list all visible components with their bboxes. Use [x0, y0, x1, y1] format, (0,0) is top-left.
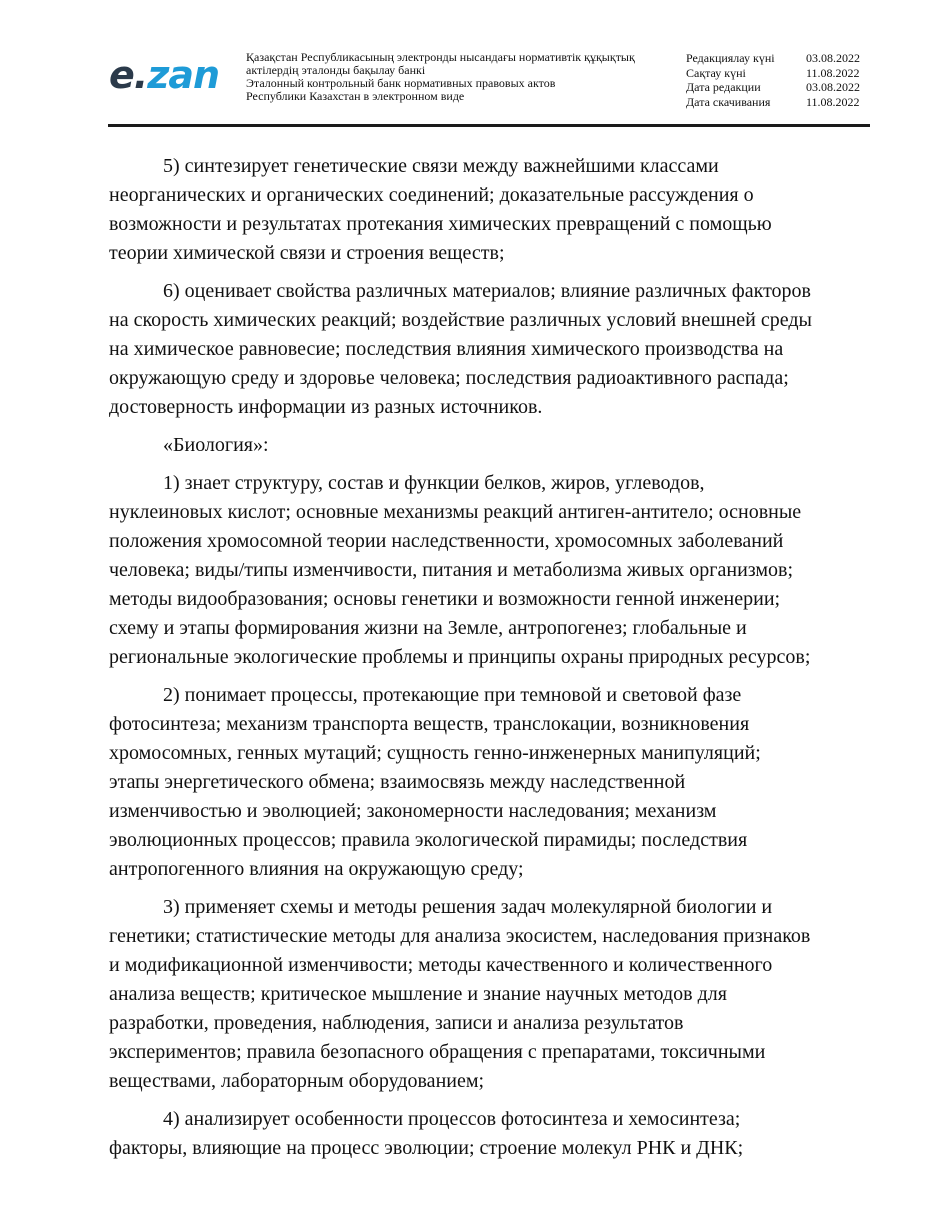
date-value: 03.08.2022 — [806, 51, 860, 65]
description-line: Қазақстан Республикасының электронды нысандағы нормативтік құқықтық — [246, 50, 635, 64]
body-paragraph — [109, 681, 869, 884]
paragraph-line: региональные экологические проблемы и принципы охраны природных ресурсов; — [109, 646, 811, 668]
paragraph-line: неорганических и органических соединений; доказательные рассуждения о — [109, 184, 754, 206]
logo-e: e — [109, 53, 134, 97]
paragraph-line: 5) синтезирует генетические связи между важнейшими классами — [163, 155, 719, 177]
paragraph-line: 2) понимает процессы, протекающие при темновой и световой фазе — [163, 684, 742, 706]
paragraph-line: достоверность информации из разных источников. — [109, 396, 543, 418]
body-paragraph — [109, 469, 869, 672]
paragraph-line: нуклеиновых кислот; основные механизмы реакций антиген-антитело; основные — [109, 501, 802, 523]
paragraph-line: возможности и результатах протекания химических превращений с помощью — [109, 213, 772, 235]
body-paragraph — [109, 431, 869, 460]
header-description — [246, 51, 666, 103]
header-dates — [686, 51, 866, 109]
paragraph-line: 6) оценивает свойства различных материалов; влияние различных факторов — [163, 280, 811, 302]
paragraph-line: положения хромосомной теории наследственности, хромосомных заболеваний — [109, 530, 784, 552]
description-line: Эталонный контрольный банк нормативных правовых актов — [246, 76, 556, 90]
paragraph-line: методы видообразования; основы генетики и возможности генной инженерии; — [109, 588, 781, 610]
description-line: актілердің эталонды бақылау банкі — [246, 63, 426, 77]
body-paragraph — [109, 1105, 869, 1163]
paragraph-line: окружающую среду и здоровье человека; последствия радиоактивного распада; — [109, 367, 789, 389]
body-paragraph — [109, 277, 869, 422]
paragraph-line: 4) анализирует особенности процессов фотосинтеза и хемосинтеза; — [163, 1108, 741, 1130]
paragraph-line: 1) знает структуру, состав и функции белков, жиров, углеводов, — [163, 472, 705, 494]
paragraph-line: хромосомных, генных мутаций; сущность генно-инженерных манипуляций; — [109, 742, 761, 764]
date-label: Сақтау күні — [686, 65, 746, 80]
document-body — [109, 152, 869, 1172]
date-row-edit-kz — [686, 51, 866, 66]
paragraph-line: схему и этапы формирования жизни на Земле, антропогенез; глобальные и — [109, 617, 747, 639]
paragraph-line: и модификационной изменчивости; методы качественного и количественного — [109, 954, 773, 976]
paragraph-line: факторы, влияющие на процесс эволюции; строение молекул РНК и ДНК; — [109, 1137, 744, 1159]
logo-zan: zan — [147, 53, 220, 97]
paragraph-line: «Биология»: — [163, 434, 269, 456]
paragraph-line: анализа веществ; критическое мышление и знание научных методов для — [109, 983, 727, 1005]
paragraph-line: 3) применяет схемы и методы решения задач молекулярной биологии и — [163, 896, 773, 918]
body-paragraph — [109, 152, 869, 268]
date-row-save-kz — [686, 66, 866, 81]
date-row-edit-ru — [686, 80, 866, 95]
paragraph-line: на химическое равновесие; последствия влияния химического производства на — [109, 338, 784, 360]
paragraph-line: генетики; статистические методы для анализа экосистем, наследования признаков — [109, 925, 811, 947]
paragraph-line: веществами, лабораторным оборудованием; — [109, 1070, 485, 1092]
date-label: Дата скачивания — [686, 94, 771, 109]
date-value: 11.08.2022 — [806, 94, 860, 109]
paragraph-line: разработки, проведения, наблюдения, записи и анализа результатов — [109, 1012, 684, 1034]
paragraph-line: фотосинтеза; механизм транспорта веществ, транслокации, возникновения — [109, 713, 750, 735]
paragraph-line: экспериментов; правила безопасного обращения с препаратами, токсичными — [109, 1041, 766, 1063]
paragraph-line: изменчивостью и эволюцией; закономерности наследования; механизм — [109, 800, 717, 822]
date-row-download-ru — [686, 95, 866, 110]
logo-dot: . — [133, 53, 148, 97]
date-value: 03.08.2022 — [806, 80, 860, 94]
header-divider — [108, 124, 870, 127]
paragraph-line: этапы энергетического обмена; взаимосвязь между наследственной — [109, 771, 686, 793]
document-header — [0, 0, 935, 130]
paragraph-line: на скорость химических реакций; воздействие различных условий внешней среды — [109, 309, 812, 331]
description-line: Республики Казахстан в электронном виде — [246, 89, 465, 103]
ezan-logo[interactable] — [109, 52, 219, 98]
paragraph-line: теории химической связи и строения веществ; — [109, 242, 505, 264]
date-label: Редакциялау күні — [686, 51, 775, 65]
date-label: Дата редакции — [686, 80, 761, 94]
body-paragraph — [109, 893, 869, 1096]
paragraph-line: антропогенного влияния на окружающую среду; — [109, 858, 524, 880]
date-value: 11.08.2022 — [806, 65, 860, 80]
paragraph-line: человека; виды/типы изменчивости, питания и метаболизма живых организмов; — [109, 559, 794, 581]
paragraph-line: эволюционных процессов; правила экологической пирамиды; последствия — [109, 829, 748, 851]
